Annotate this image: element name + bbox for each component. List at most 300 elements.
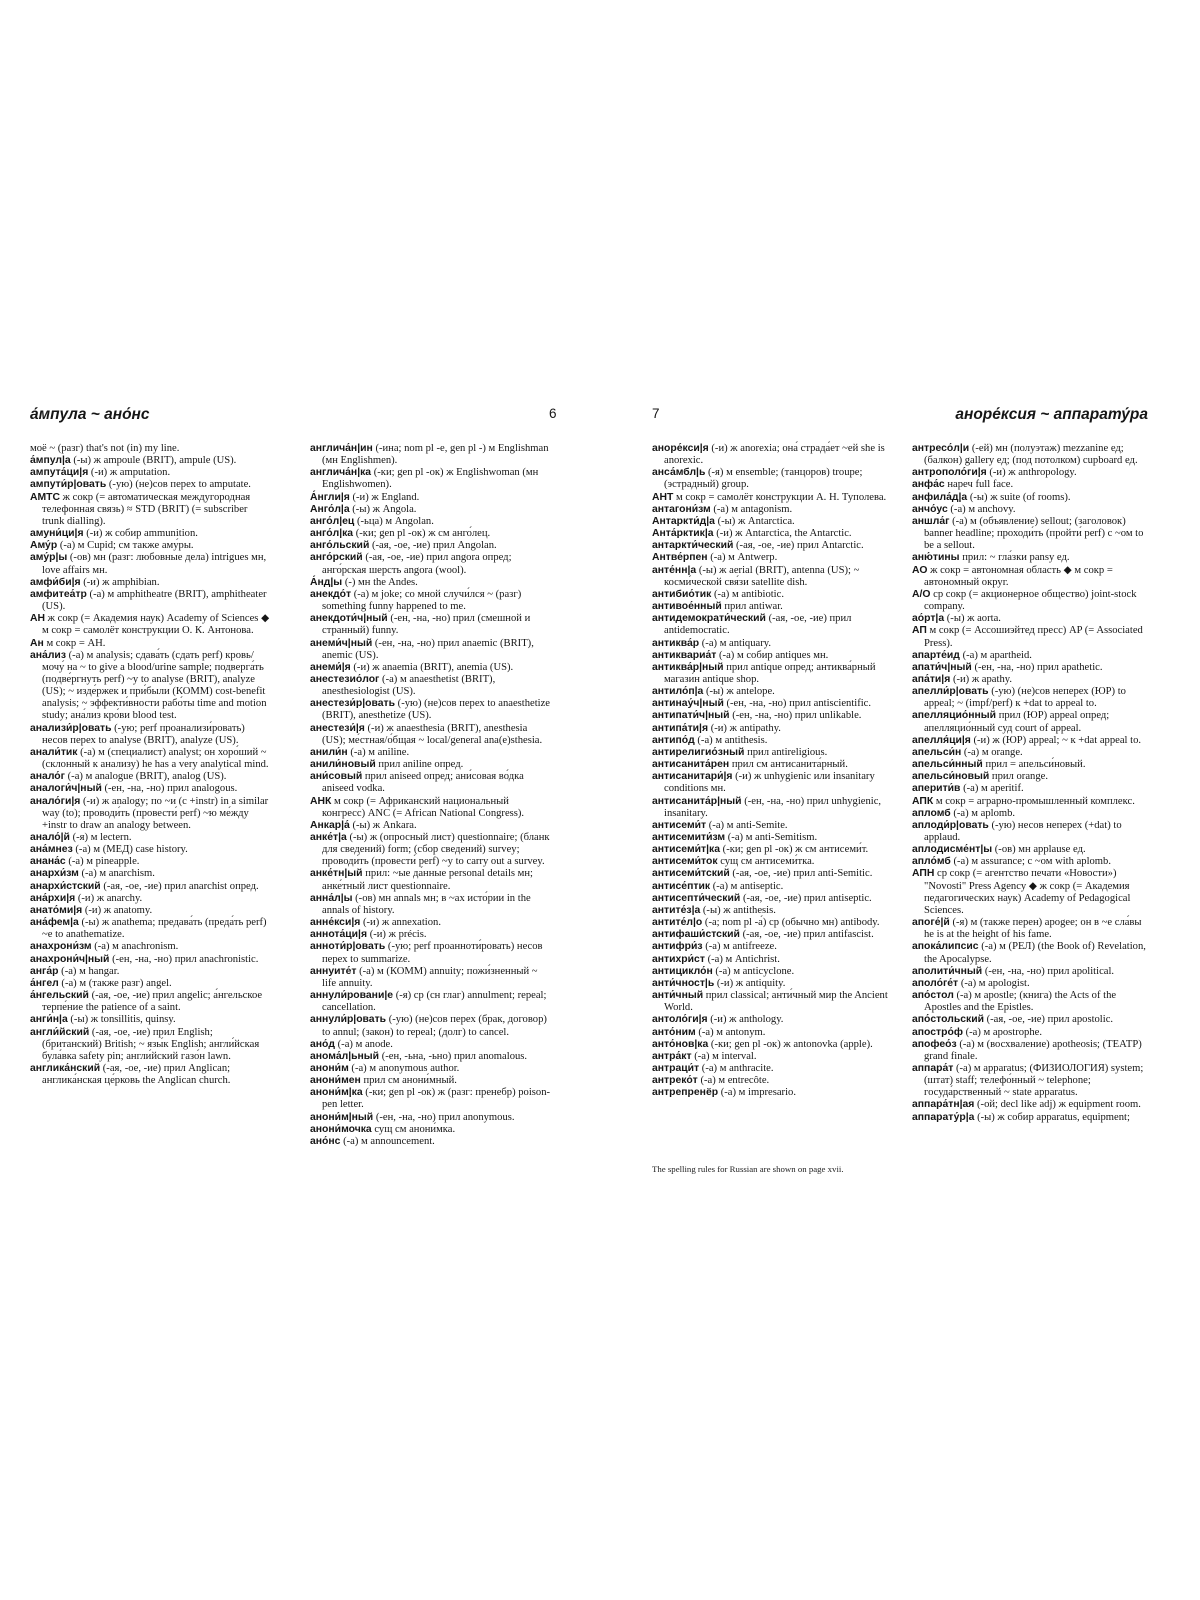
entry-definition: прил см анони́мный. xyxy=(363,1075,457,1087)
entry-definition: прил orange. xyxy=(991,771,1048,783)
dictionary-entry xyxy=(30,1014,272,1026)
dictionary-entry xyxy=(912,613,1154,625)
entry-definition: (-и) ж précis. xyxy=(369,929,427,941)
entry-headword: апати́ч|ный xyxy=(912,661,972,673)
entry-headword: АНК xyxy=(310,795,332,807)
entry-definition: (-и) ж apathy. xyxy=(952,673,1013,685)
entry-definition: сущ см анони́мка. xyxy=(374,1123,456,1135)
entry-definition: (-ов) мн applause ед. xyxy=(994,844,1086,856)
dictionary-entry xyxy=(912,808,1154,820)
page-number: 6 xyxy=(549,406,557,421)
dictionary-entry xyxy=(310,552,552,576)
dictionary-entry xyxy=(30,832,272,844)
dictionary-entry xyxy=(30,577,272,589)
dictionary-entry xyxy=(652,540,894,552)
dictionary-entry xyxy=(310,443,552,467)
entry-definition: (-и) ж anatomy. xyxy=(84,904,153,916)
dictionary-entry xyxy=(30,492,272,528)
dictionary-entry xyxy=(652,686,894,698)
dictionary-entry xyxy=(912,479,1154,491)
entry-definition: (-а) м assurance; с ~ом with aplomb. xyxy=(953,856,1111,868)
entry-definition: (-ки; gen pl -ок) ж Englishwoman (мн Englishwomen). xyxy=(322,467,539,491)
entry-headword: анони́м|ный xyxy=(310,1111,374,1123)
entry-definition: прил: ~ые да́нные personal details мн; анке́тный лист questionnaire. xyxy=(322,868,534,892)
entry-headword: антило́п|а xyxy=(652,686,704,698)
entry-headword: анони́мен xyxy=(310,1075,361,1087)
entry-definition: (-я) м ensemble; (танцоров) troupe; (эстрадный) group. xyxy=(664,467,863,491)
entry-definition: (-ы) ж antithesis. xyxy=(702,904,776,916)
dictionary-entry xyxy=(310,990,552,1014)
entry-definition: (-а) м aplomb. xyxy=(953,807,1016,819)
entry-headword: апарте́ид xyxy=(912,649,960,661)
dictionary-entry xyxy=(652,1027,894,1039)
entry-headword: анони́м xyxy=(310,1062,349,1074)
entry-headword: анне́кси|я xyxy=(310,917,361,929)
dictionary-entry xyxy=(310,868,552,892)
dictionary-entry xyxy=(30,638,272,650)
entry-headword: АП xyxy=(912,625,927,637)
entry-definition: (-и) ж amputation. xyxy=(90,467,171,479)
dictionary-entry xyxy=(310,1039,552,1051)
dictionary-entry xyxy=(30,990,272,1014)
entry-definition: (-ов) мн (разг: любовные дела) intrigues мн, love affairs мн. xyxy=(42,552,267,576)
dictionary-entry xyxy=(30,540,272,552)
dictionary-entry xyxy=(912,552,1154,564)
entry-definition: (-а) м analogue (BRIT), analog (US). xyxy=(67,771,227,783)
dictionary-entry xyxy=(912,978,1154,990)
entry-definition: м сокр = аграрно-промышленный комплекс. xyxy=(935,795,1135,807)
entry-headword: антивое́нный xyxy=(652,601,722,613)
dictionary-entry xyxy=(652,844,894,856)
entry-headword: анало́г xyxy=(30,771,65,783)
dictionary-entry xyxy=(310,1087,552,1111)
entry-headword: апломб xyxy=(912,807,951,819)
entry-definition: (-а) м analysis; сдава́ть (сдать perf) кровь/мочу́ на ~ to give a blood/urine sample; подверга́ть (подве́ргнуть perf) ~у to analyse (BRIT), analyze (US); ~ изде́ржек и при́были (КОММ) cost-benefit analysis; ~ эффекти́вности рабо́ты time and motion study; ана́лиз кро́ви blood test. xyxy=(42,649,267,722)
entry-headword: ампута́ци|я xyxy=(30,467,89,479)
entry-definition: (-а) м announcement. xyxy=(343,1135,435,1147)
entry-headword: анома́л|ьный xyxy=(310,1050,380,1062)
dictionary-entry xyxy=(912,868,1154,917)
entry-definition: (-я) м lectern. xyxy=(72,832,132,843)
entry-headword: АН xyxy=(30,613,46,625)
dictionary-entry xyxy=(912,1063,1154,1099)
entry-headword: антисе́птик xyxy=(652,880,711,892)
entry-headword: Анта́рктик|а xyxy=(652,528,714,540)
entry-headword: аноре́кси|я xyxy=(652,443,709,454)
entry-headword: анестезио́лог xyxy=(310,673,380,685)
entry-headword: апельси́нный xyxy=(912,759,983,771)
entry-headword: анго́рский xyxy=(310,552,363,564)
dictionary-entry xyxy=(912,625,1154,649)
entry-headword: антисеми́тский xyxy=(652,868,730,880)
entry-definition: (-ина; nom pl -е, gen pl -) м Englishman (мн Englishmen). xyxy=(322,443,549,467)
entry-headword: Аму́р xyxy=(30,540,58,552)
entry-definition: (-а) м apostle; (книга) the Acts of the Apostles and the Epistles. xyxy=(924,990,1117,1014)
entry-definition: (-а) м apartheid. xyxy=(962,649,1032,661)
dictionary-entry xyxy=(652,516,894,528)
dictionary-entry xyxy=(310,832,552,868)
dictionary-entry xyxy=(912,941,1154,965)
entry-definition: (-ей) мн (полуэтаж) mezzanine ед; (балкон) gallery ед; (под потолком) cupboard ед. xyxy=(924,443,1138,467)
entry-headword: анте́нн|а xyxy=(652,564,697,576)
entry-definition: (-ую; perf проанализи́ровать) несов перех to analyse (BRIT), analyze (US). xyxy=(42,722,245,746)
entry-headword: антиква́р xyxy=(652,637,700,649)
dictionary-entry xyxy=(310,1136,552,1148)
entry-definition: ж сокр = автономная область ◆ м сокр = автономный округ. xyxy=(924,564,1113,588)
entry-definition: (-ы) ж Antarctica. xyxy=(717,515,795,527)
entry-headword: анахрони́зм xyxy=(30,941,92,953)
entry-headword: анги́н|а xyxy=(30,1014,68,1026)
entry-definition: (-а) м (МЕД) case history. xyxy=(75,844,188,856)
dictionary-entry xyxy=(652,1039,894,1051)
dictionary-entry xyxy=(310,1075,552,1087)
dictionary-entry xyxy=(310,929,552,941)
entry-definition: (-а) м anthracite. xyxy=(701,1062,774,1074)
entry-definition: (-ая, -ое, -ие) прил antiseptic. xyxy=(742,892,872,904)
entry-headword: антрополо́ги|я xyxy=(912,467,987,479)
entry-headword: ана́рхи|я xyxy=(30,892,76,904)
dictionary-entry xyxy=(652,881,894,893)
entry-headword: анке́тн|ый xyxy=(310,868,363,880)
dictionary-entry xyxy=(652,565,894,589)
entry-headword: антиквариа́т xyxy=(652,649,717,661)
entry-definition: прил aniseed опред; ани́совая во́дка aniseed vodka. xyxy=(322,771,524,795)
entry-headword: аннули́р|овать xyxy=(310,1014,387,1026)
entry-headword: апелля́ци|я xyxy=(912,734,971,746)
entry-definition: прил classical; анти́чный мир the Ancient World. xyxy=(664,990,888,1014)
dictionary-entry xyxy=(310,771,552,795)
entry-definition: (-а) м interval. xyxy=(694,1050,757,1062)
entry-definition: (-ен, -на, -но) прил analogous. xyxy=(104,783,238,795)
entry-headword: АПН xyxy=(912,868,935,880)
dictionary-column xyxy=(912,443,1154,1124)
entry-headword: апоге́|й xyxy=(912,917,950,929)
entry-headword: Анкар|а́ xyxy=(310,819,350,831)
entry-definition: (-ую) (не)сов перех to amputate. xyxy=(108,479,251,491)
dictionary-entry xyxy=(30,771,272,783)
dictionary-column xyxy=(30,443,272,1087)
dictionary-entry xyxy=(912,516,1154,552)
entry-definition: (-ы) ж suite (of rooms). xyxy=(969,491,1071,503)
dictionary-entry xyxy=(30,893,272,905)
entry-headword: анга́р xyxy=(30,965,59,977)
entry-headword: анго́льский xyxy=(310,540,370,552)
entry-definition: (-а) м anode. xyxy=(337,1038,393,1050)
dictionary-entry xyxy=(912,443,1154,467)
entry-headword: антипати́ч|ный xyxy=(652,710,730,722)
dictionary-entry xyxy=(912,856,1154,868)
dictionary-entry xyxy=(912,1027,1154,1039)
entry-headword: антифри́з xyxy=(652,941,703,953)
entry-definition: м сокр (= Ассошиэйтед пресс) AP (= Associated Press). xyxy=(924,625,1143,649)
dictionary-entry xyxy=(310,638,552,662)
dictionary-entry xyxy=(310,893,552,917)
dictionary-entry xyxy=(652,710,894,722)
entry-definition: (-ы) ж Ankara. xyxy=(352,819,417,831)
entry-definition: (-а) м anti-Semite. xyxy=(708,819,788,831)
entry-definition: (-и) ж anarchy. xyxy=(77,892,143,904)
entry-headword: анса́мбл|ь xyxy=(652,467,706,479)
entry-headword: анони́м|ка xyxy=(310,1087,363,1099)
entry-definition: (-ы) ж aorta. xyxy=(946,613,1001,625)
dictionary-entry xyxy=(310,747,552,759)
entry-definition: прил см антисанита́рный. xyxy=(731,759,848,771)
entry-definition: прил antireligious. xyxy=(747,746,828,758)
entry-definition: (-ая, -ое, -ие) прил Antarctic. xyxy=(736,540,864,552)
entry-headword: аполо́ге́т xyxy=(912,977,959,989)
dictionary-entry xyxy=(652,1051,894,1063)
entry-headword: апло́мб xyxy=(912,856,951,868)
entry-definition: (-ы) ж tonsillitis, quinsy. xyxy=(70,1014,176,1026)
dictionary-entry xyxy=(912,735,1154,747)
entry-headword: ао́рт|а xyxy=(912,613,945,625)
entry-headword: аппарату́р|а xyxy=(912,1111,975,1123)
entry-definition: (-и) ж amphibian. xyxy=(83,576,160,588)
entry-headword: анеми́|я xyxy=(310,661,351,673)
entry-definition: (-а) м antiquary. xyxy=(701,637,772,649)
dictionary-entry xyxy=(30,881,272,893)
dictionary-entry xyxy=(652,613,894,637)
entry-headword: анато́ми|я xyxy=(30,904,83,916)
dictionary-entry xyxy=(912,1014,1154,1026)
dictionary-entry xyxy=(912,504,1154,516)
dictionary-entry xyxy=(652,735,894,747)
entry-headword: антреко́т xyxy=(652,1075,698,1087)
entry-headword: антрепренёр xyxy=(652,1087,719,1099)
entry-headword: антифаши́стский xyxy=(652,929,740,941)
dictionary-entry xyxy=(310,917,552,929)
entry-headword: антоло́ги|я xyxy=(652,1014,708,1026)
dictionary-entry xyxy=(30,479,272,491)
dictionary-entry xyxy=(652,796,894,820)
entry-definition: (-и) ж Antarctica, the Antarctic. xyxy=(716,528,852,540)
entry-headword: антидемократи́ческий xyxy=(652,613,766,625)
entry-headword: антисемити́зм xyxy=(652,832,726,843)
entry-definition: (-ую; perf проаннoти́ровать) несов перех to summarize. xyxy=(322,941,543,965)
entry-definition: (-а) м antonym. xyxy=(698,1026,766,1038)
entry-definition: (-а) м apostrophe. xyxy=(965,1026,1042,1038)
dictionary-entry xyxy=(912,820,1154,844)
dictionary-entry xyxy=(30,954,272,966)
dictionary-entry xyxy=(652,1063,894,1075)
entry-headword: анили́н xyxy=(310,746,348,758)
entry-headword: аналоги́ч|ный xyxy=(30,783,102,795)
footer-note: The spelling rules for Russian are shown on page xvii. xyxy=(652,1164,844,1174)
entry-headword: антисанита́р|ный xyxy=(652,795,742,807)
entry-headword: аплодисме́нт|ы xyxy=(912,844,993,856)
entry-headword: анестези́р|овать xyxy=(310,698,396,710)
entry-headword: анти́чный xyxy=(652,990,704,1002)
entry-headword: аннота́ци|я xyxy=(310,929,368,941)
entry-definition: (-ая, -ое, -ие) прил antidemocratic. xyxy=(664,613,852,637)
entry-definition: (-а) м pineapple. xyxy=(68,856,140,868)
dictionary-entry xyxy=(30,455,272,467)
dictionary-entry xyxy=(30,1027,272,1063)
entry-definition: (-а) м impresario. xyxy=(720,1087,796,1099)
entry-headword: Антаркти́д|а xyxy=(652,515,715,527)
entry-definition: (-а) м joke; со мной случи́лся ~ (разг) something funny happened to me. xyxy=(322,588,522,613)
dictionary-entry xyxy=(30,941,272,953)
entry-definition: (-ы) ж Angola. xyxy=(352,503,417,515)
entry-definition: (-а) м (восхваление) apotheosis; (ТЕАТР) grand finale. xyxy=(924,1038,1142,1062)
entry-headword: анекдоти́ч|ный xyxy=(310,613,388,625)
entry-headword: анархи́стский xyxy=(30,880,101,892)
entry-headword: антресо́л|и xyxy=(912,443,970,454)
entry-definition: (-ую) (не)сов перех to anaesthetize (BRIT), anesthetize (US). xyxy=(322,698,551,722)
entry-headword: аннoти́р|овать xyxy=(310,941,386,953)
entry-headword: апо́стол xyxy=(912,990,954,1002)
dictionary-entry xyxy=(912,783,1154,795)
entry-definition: (-а) м anaesthetist (BRIT), anesthesiologist (US). xyxy=(322,673,496,698)
entry-headword: аню́тины xyxy=(912,552,960,564)
entry-headword: антисеми́т xyxy=(652,819,707,831)
dictionary-entry xyxy=(912,674,1154,686)
right-page xyxy=(600,0,1200,1600)
entry-headword: аншла́г xyxy=(912,515,950,527)
dictionary-entry xyxy=(310,540,552,552)
entry-definition: (-а) м hangar. xyxy=(61,965,120,977)
entry-headword: аннули́ровани|е xyxy=(310,990,394,1002)
entry-headword: А/О xyxy=(912,588,931,600)
entry-definition: м сокр = самолёт конструкции А. Н. Туполева. xyxy=(676,491,887,503)
dictionary-entry xyxy=(30,552,272,576)
running-head: аноре́ксия ~ аппарату́ра xyxy=(955,406,1148,423)
entry-headword: а́нгел xyxy=(30,977,59,989)
entry-headword: А́нгли|я xyxy=(310,491,350,503)
entry-definition: (-ая, -ое, -ие) прил anarchist опред. xyxy=(103,880,259,892)
entry-headword: анана́с xyxy=(30,856,66,868)
dictionary-entry xyxy=(652,771,894,795)
entry-definition: (-ки; gen pl -ок) ж antonovka (apple). xyxy=(710,1038,873,1050)
entry-definition: (-ен, -на, -но) прил anachronistic. xyxy=(112,953,259,965)
entry-headword: анало́ги|я xyxy=(30,795,81,807)
entry-headword: анто́ним xyxy=(652,1026,696,1038)
dictionary-entry xyxy=(912,686,1154,710)
entry-definition: (-ен, -на, -но) прил (смешной и странный) funny. xyxy=(322,613,531,637)
dictionary-entry xyxy=(310,723,552,747)
entry-headword: антипа́ти|я xyxy=(652,722,709,734)
dictionary-entry xyxy=(30,467,272,479)
entry-definition: (-ы) ж antelope. xyxy=(705,686,775,698)
dictionary-entry xyxy=(912,492,1154,504)
entry-definition: (-ен, -на, -но) прил unlikable. xyxy=(732,710,862,722)
dictionary-entry xyxy=(310,1124,552,1136)
dictionary-entry xyxy=(310,1112,552,1124)
dictionary-entry xyxy=(912,844,1154,856)
dictionary-entry xyxy=(310,698,552,722)
entry-headword: англича́н|ин xyxy=(310,443,373,454)
dictionary-entry xyxy=(310,613,552,637)
entry-headword: а́нгельский xyxy=(30,990,89,1002)
dictionary-entry xyxy=(30,589,272,613)
dictionary-entry xyxy=(30,844,272,856)
entry-definition: (-а) м antiseptic. xyxy=(712,880,784,892)
entry-definition: (-а) м (КОММ) annuity; пожи́зненный ~ life annuity. xyxy=(322,965,538,989)
entry-definition: (-ки; gen pl -ок) ж см антисеми́т. xyxy=(722,844,869,856)
entry-definition: (-а) м antibiotic. xyxy=(714,588,784,600)
dictionary-entry xyxy=(912,966,1154,978)
dictionary-entry xyxy=(652,832,894,844)
dictionary-entry xyxy=(652,1087,894,1099)
entry-headword: антраци́т xyxy=(652,1062,700,1074)
dictionary-entry xyxy=(30,613,272,637)
entry-definition: (-) мн the Andes. xyxy=(344,576,418,588)
entry-headword: антихри́ст xyxy=(652,953,705,965)
entry-headword: антра́кт xyxy=(652,1050,692,1062)
entry-definition: (-а) м Cupid; см также аму́ры. xyxy=(59,540,194,552)
dictionary-entry xyxy=(912,771,1154,783)
entry-headword: ана́лиз xyxy=(30,649,66,661)
dictionary-entry xyxy=(652,820,894,832)
entry-definition: ср сокр (= акционерное общество) joint-stock company. xyxy=(924,588,1137,613)
entry-headword: анализи́р|овать xyxy=(30,722,112,734)
entry-definition: (-и) ж unhygienic или insanitary conditions мн. xyxy=(664,771,875,795)
entry-definition: (-ая, -ое, -ие) прил English; (британский) British; ~ язы́к English; англи́йская була́вка safety pin; англи́йский газо́н lawn. xyxy=(42,1026,260,1062)
entry-headword: ампути́р|овать xyxy=(30,479,107,491)
dictionary-entry xyxy=(912,467,1154,479)
entry-headword: анчо́ус xyxy=(912,503,948,515)
entry-definition: (-и) ж anorexia; она́ страда́ет ~ей she is anorexic. xyxy=(664,443,885,467)
dictionary-entry xyxy=(652,662,894,686)
entry-definition: (-а) м apparatus; (ФИЗИОЛОГИЯ) system; (штат) staff; телефо́нный ~ telephone; госуда́рственный ~ state apparatus. xyxy=(924,1062,1144,1099)
entry-definition: прил (ЮР) appeal опред; апелляцио́нный суд court of appeal. xyxy=(924,710,1110,734)
dictionary-entry xyxy=(652,492,894,504)
entry-headword: апостро́ф xyxy=(912,1026,963,1038)
dictionary-entry xyxy=(310,1051,552,1063)
dictionary-entry xyxy=(652,966,894,978)
dictionary-entry xyxy=(310,662,552,674)
dictionary-entry xyxy=(310,577,552,589)
entry-headword: аннуите́т xyxy=(310,965,357,977)
entry-definition: (-а) м antithesis. xyxy=(697,734,768,746)
entry-headword: амфи́би|я xyxy=(30,576,81,588)
dictionary-entry xyxy=(310,504,552,516)
dictionary-entry xyxy=(310,528,552,540)
entry-headword: анти́чност|ь xyxy=(652,977,715,989)
dictionary-entry xyxy=(30,917,272,941)
entry-definition: (-ы) ж aerial (BRIT), antenna (US); ~ косми́ческой свя́зи satellite dish. xyxy=(664,564,860,588)
entry-definition: м сокр = АН. xyxy=(46,637,106,649)
entry-definition: (-ая, -ое, -ие) прил anti-Semitic. xyxy=(732,868,873,880)
entry-headword: апо́стольский xyxy=(912,1014,984,1026)
entry-definition: ж сокр (= автоматическая междугородная телефонная связь) ≈ STD (BRIT) (= subscriber trunk dialling). xyxy=(42,491,251,527)
entry-headword: антаркти́ческий xyxy=(652,540,734,552)
entry-definition: (-а) м apologist. xyxy=(960,977,1030,989)
entry-definition: (-а) м anarchism. xyxy=(81,868,155,880)
entry-definition: ж сокр (= Академия наук) Academy of Sciences ◆ м сокр = самолёт конструкции О. К. Антонова. xyxy=(42,613,270,637)
entry-headword: анали́тик xyxy=(30,746,78,758)
entry-definition: (-я) ср (сн глаг) annulment; repeal; cancellation. xyxy=(322,990,547,1014)
entry-headword: англича́н|ка xyxy=(310,467,372,479)
entry-definition: (-ен, -на, -но) прил anaemic (BRIT), anemic (US). xyxy=(322,637,534,661)
dictionary-entry xyxy=(652,954,894,966)
entry-definition: (-ки; gen pl -ок) ж см анго́лец. xyxy=(355,528,491,540)
dictionary-entry xyxy=(310,492,552,504)
entry-definition: (-и) ж antipathy. xyxy=(710,722,781,734)
dictionary-entry xyxy=(912,917,1154,941)
entry-headword: анекдо́т xyxy=(310,588,352,600)
entry-definition: (-а) м entrecôte. xyxy=(700,1075,770,1087)
entry-definition: (-а) м aniline. xyxy=(350,746,410,758)
entry-definition: (-а) м anonymous author. xyxy=(351,1062,460,1074)
entry-headword: аппара́т xyxy=(912,1062,954,1074)
entry-definition: прил = апельси́новый. xyxy=(985,759,1086,771)
page-number: 7 xyxy=(652,406,660,421)
entry-headword: антипо́д xyxy=(652,734,695,746)
entry-headword: англи́йский xyxy=(30,1026,90,1038)
entry-headword: антисанитари́|я xyxy=(652,771,733,783)
dictionary-column xyxy=(310,443,552,1148)
